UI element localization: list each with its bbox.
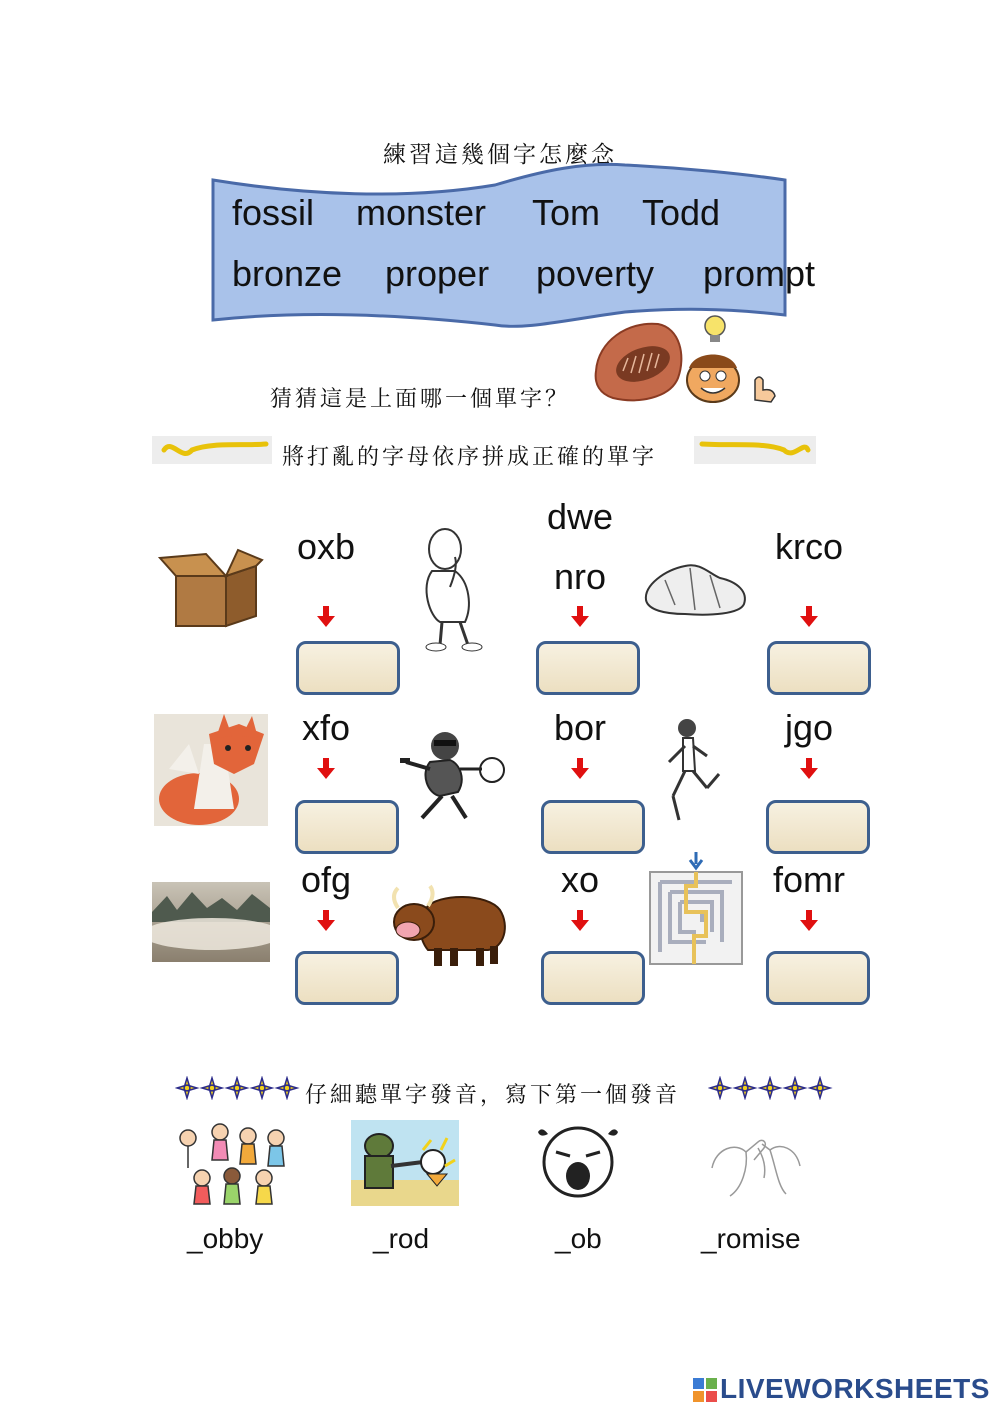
scrambled-word: oxb [296, 526, 356, 567]
scrambled-word: xfo [301, 707, 351, 748]
left-stars-decoration [175, 1076, 305, 1100]
down-arrow-icon [799, 606, 819, 628]
down-arrow-icon [316, 606, 336, 628]
robber-icon [400, 724, 510, 824]
scrambled-word: krco [774, 526, 843, 567]
word-banner-shape [205, 160, 795, 335]
down-arrow-icon [570, 910, 590, 932]
practice-heading: 練習這幾個字怎麼念 [383, 142, 617, 168]
guess-prompt: 猜猜這是上面哪一個單字？ [270, 387, 571, 412]
cardboard-box-icon [156, 546, 266, 631]
idea-boy-icon [685, 310, 785, 405]
rock-icon [640, 560, 752, 618]
fog-landscape-icon [152, 882, 270, 962]
right-swirl-decoration [694, 436, 816, 464]
down-arrow-icon [316, 910, 336, 932]
answer-box-drone[interactable] [536, 641, 640, 695]
liveworksheets-logo-icon [693, 1378, 717, 1402]
answer-box-form[interactable] [766, 951, 870, 1005]
answer-box-rob[interactable] [541, 800, 645, 854]
banner-word-bronze: bronze [232, 253, 343, 294]
right-stars-decoration [708, 1076, 833, 1100]
kids-hobby-icon [168, 1118, 292, 1210]
jogger-icon [657, 716, 727, 824]
brand-name: LIVEWORKSHEETS [720, 1373, 990, 1404]
answer-box-fox[interactable] [295, 800, 399, 854]
fill-word: _romise [701, 1223, 801, 1254]
scrambled-word: ofg [300, 859, 352, 900]
banner-word-todd: Todd [642, 192, 721, 233]
thinking-man-icon [410, 527, 495, 652]
down-arrow-icon [799, 910, 819, 932]
banner-word-tom: Tom [532, 192, 601, 233]
down-arrow-icon [316, 758, 336, 780]
down-arrow-icon [570, 758, 590, 780]
scrambled-word: jgo [784, 707, 834, 748]
fox-icon [154, 714, 268, 826]
answer-box-box[interactable] [296, 641, 400, 695]
fill-word: _rod [373, 1223, 430, 1254]
scrambled-word-line1: dwe [546, 496, 614, 537]
answer-box-jog[interactable] [766, 800, 870, 854]
banner-word-poverty: poverty [536, 253, 655, 294]
answer-box-ox[interactable] [541, 951, 645, 1005]
fill-word: _ob [555, 1223, 602, 1254]
down-arrow-icon [799, 758, 819, 780]
maze-icon [646, 852, 746, 970]
answer-box-fog[interactable] [295, 951, 399, 1005]
scrambled-word: xo [560, 859, 600, 900]
answer-box-rock[interactable] [767, 641, 871, 695]
banner-word-monster: monster [356, 192, 487, 233]
scrambled-word-line2: nro [553, 556, 607, 597]
banner-word-prompt: prompt [703, 253, 816, 294]
scrambled-word: bor [553, 707, 607, 748]
police-prod-icon [351, 1120, 459, 1206]
ox-icon [388, 878, 514, 968]
pinky-promise-icon [706, 1128, 806, 1200]
listen-instruction: 仔細聽單字發音，寫下第一個發音 [305, 1083, 681, 1108]
banner-word-proper: proper [385, 253, 490, 294]
fill-word: _obby [187, 1223, 264, 1254]
unscramble-instruction: 將打亂的字母依序拼成正確的單字 [282, 445, 658, 470]
down-arrow-icon [570, 606, 590, 628]
left-swirl-decoration [152, 436, 272, 464]
banner-word-fossil: fossil [232, 192, 315, 233]
crying-face-icon [530, 1122, 630, 1200]
trilobite-fossil-icon [588, 316, 688, 406]
scrambled-word: fomr [773, 859, 845, 900]
